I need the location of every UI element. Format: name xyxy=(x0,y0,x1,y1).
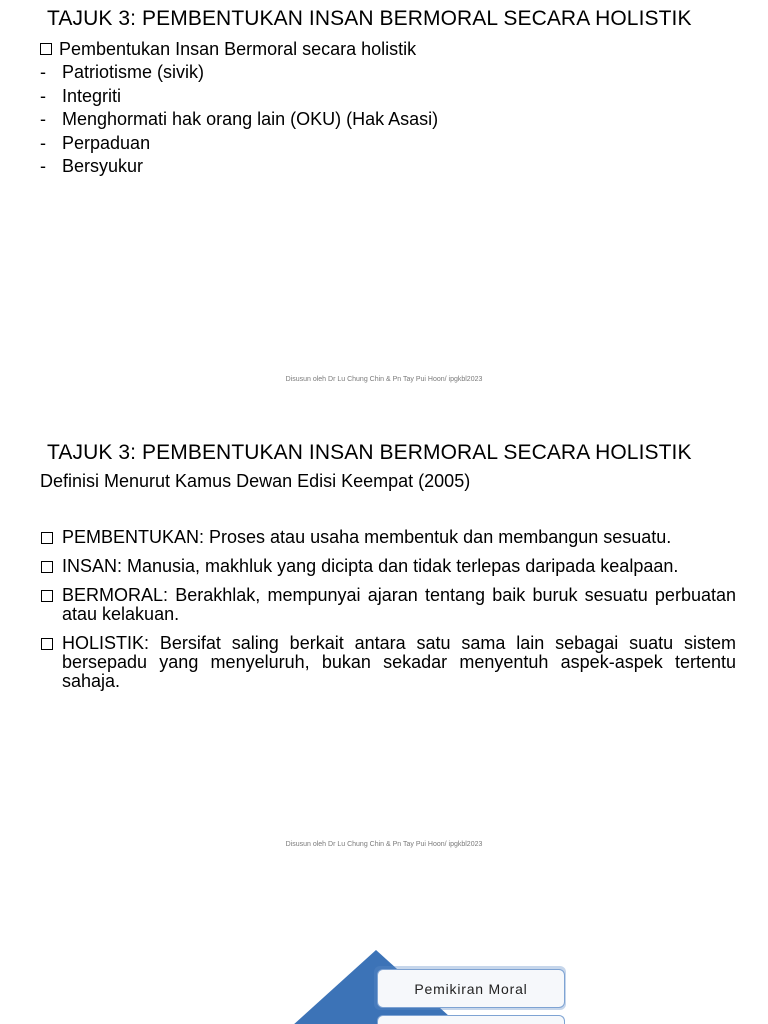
slide-title: TAJUK 3: PEMBENTUKAN INSAN BERMORAL SECARA HOLISTIK xyxy=(47,441,692,464)
definition-item xyxy=(40,557,736,576)
dash-icon: - xyxy=(40,156,46,176)
definition-item xyxy=(40,634,736,691)
definition-item xyxy=(40,528,736,547)
list-item-label: Perpaduan xyxy=(62,132,151,153)
slide-3 xyxy=(0,866,768,1024)
list-item xyxy=(40,155,438,179)
bullet-list xyxy=(40,61,438,179)
list-item xyxy=(40,132,438,156)
definition-text: BERMORAL: Berakhlak, mempunyai ajaran tentang baik buruk sesuatu perbuatan atau kelakuan. xyxy=(62,585,736,624)
list-item xyxy=(40,61,438,85)
dash-icon: - xyxy=(40,109,46,129)
checkbox-icon xyxy=(41,638,53,650)
checkbox-icon xyxy=(41,561,53,573)
dash-icon: - xyxy=(40,132,46,153)
diagram-label-next xyxy=(377,1015,565,1024)
definition-text: INSAN: Manusia, makhluk yang dicipta dan tidak terlepas daripada kealpaan. xyxy=(62,556,679,576)
definition-text: HOLISTIK: Bersifat saling berkait antara satu sama lain sebagai suatu sistem bersepadu yang menyeluruh, bukan sekadar menyentuh aspek-aspek tertentu sahaja. xyxy=(62,633,736,691)
slide-2 xyxy=(0,432,768,862)
definition-item xyxy=(40,586,736,624)
diagram-label: Pemikiran Moral xyxy=(377,969,565,1008)
slide-footer: Disusun oleh Dr Lu Chung Chin & Pn Tay Pui Hoon/ ipgkbl2023 xyxy=(285,376,483,383)
slide-subtitle: Definisi Menurut Kamus Dewan Edisi Keempat (2005) xyxy=(40,471,471,491)
checkbox-item xyxy=(40,38,416,61)
list-item-label: Patriotisme (sivik) xyxy=(62,62,205,82)
dash-icon: - xyxy=(40,85,46,106)
slide-footer: Disusun oleh Dr Lu Chung Chin & Pn Tay Pui Hoon/ ipgkbl2023 xyxy=(285,841,483,848)
definition-list xyxy=(40,528,736,701)
list-item xyxy=(40,85,438,109)
list-item-label: Bersyukur xyxy=(62,156,144,176)
checkbox-item-label: Pembentukan Insan Bermoral secara holistik xyxy=(59,39,417,59)
list-item-label: Menghormati hak orang lain (OKU) (Hak Asasi) xyxy=(62,109,439,129)
slide-title: TAJUK 3: PEMBENTUKAN INSAN BERMORAL SECARA HOLISTIK xyxy=(47,7,692,30)
definition-text: PEMBENTUKAN: Proses atau usaha membentuk dan membangun sesuatu. xyxy=(62,527,672,547)
checkbox-icon xyxy=(40,43,52,55)
checkbox-icon xyxy=(41,532,53,544)
checkbox-icon xyxy=(41,590,53,602)
list-item xyxy=(40,108,438,132)
list-item-label: Integriti xyxy=(62,85,122,106)
slide-1 xyxy=(0,0,768,428)
dash-icon: - xyxy=(40,62,46,82)
